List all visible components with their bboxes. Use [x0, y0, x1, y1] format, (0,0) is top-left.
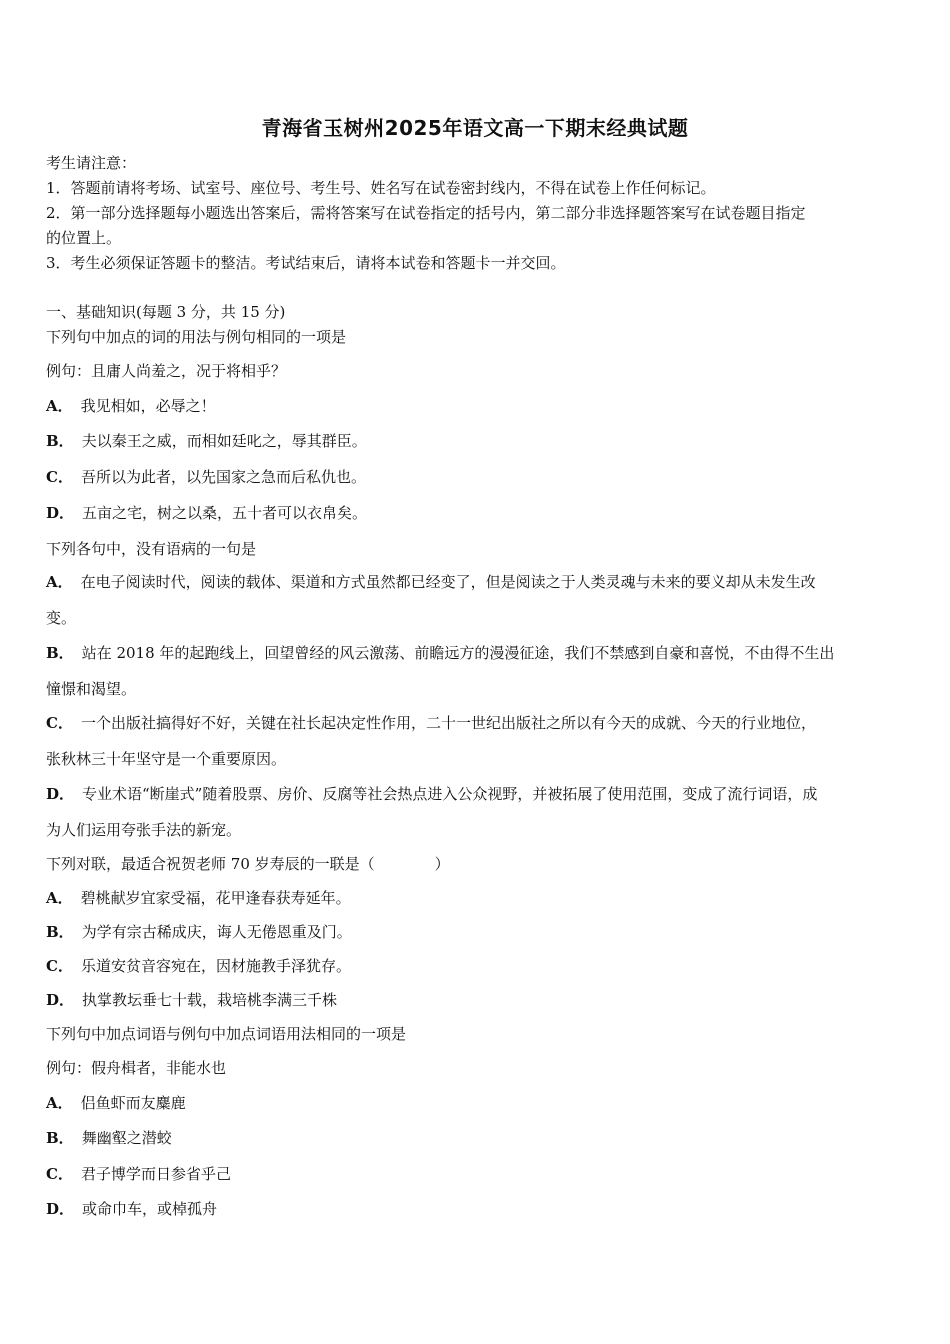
option-letter: C． [46, 957, 73, 975]
option-text: 君子博学而日参省乎己 [80, 1165, 231, 1183]
option-text: 一个出版社搞得好不好，关键在社长起决定性作用，二十一世纪出版社之所以有今天的成就、今天的行业地位， [80, 714, 816, 732]
option-text: 执掌教坛垂七十载，栽培桃李满三千株 [82, 991, 338, 1009]
option-letter: B． [46, 1129, 74, 1147]
answer-paren-close: ） [434, 855, 450, 873]
question-3-option-b [46, 921, 916, 942]
option-letter: B． [46, 432, 74, 450]
option-text: 碧桃献岁宜家受福，花甲逢春获寿延年。 [80, 889, 351, 907]
question-4-stem: 下列句中加点词语与例句中加点词语用法相同的一项是 [46, 1025, 407, 1043]
option-letter: A． [46, 573, 73, 591]
option-text: 夫以秦王之威，而相如廷叱之，辱其群臣。 [81, 432, 367, 450]
question-4-option-b [46, 1127, 916, 1148]
question-1-option-d [46, 502, 916, 523]
question-2-option-d [46, 783, 916, 804]
question-3-stem [46, 853, 916, 874]
question-2-option-c [46, 712, 916, 733]
option-letter: A． [46, 1094, 73, 1112]
option-letter: B． [46, 644, 74, 662]
option-letter: A． [46, 889, 73, 907]
option-text: 乐道安贫音容宛在，因材施教手泽犹存。 [80, 957, 351, 975]
notice-heading: 考生请注意： [46, 154, 137, 172]
question-4-option-c [46, 1163, 916, 1184]
option-continuation: 憧憬和渴望。 [46, 680, 137, 698]
notice-item: 2．第一部分选择题每小题选出答案后，需将答案写在试卷指定的括号内，第二部分非选择题答案写在试卷题目指定 [46, 204, 806, 222]
question-3-option-a [46, 887, 916, 908]
page-title: 青海省玉树州2025年语文高一下期末经典试题 [261, 116, 689, 140]
option-text: 为学有宗古稀成庆，诲人无倦恩重及门。 [81, 923, 352, 941]
option-text: 专业术语“断崖式”随着股票、房价、反腐等社会热点进入公众视野，并被拓展了使用范围，变成了流行词语，成 [82, 785, 818, 803]
option-text: 我见相如，必辱之！ [80, 397, 216, 415]
option-text: 或命巾车，或棹孤舟 [82, 1200, 218, 1218]
question-1-stem: 下列句中加点的词的用法与例句相同的一项是 [46, 328, 347, 346]
option-letter: A． [46, 397, 73, 415]
question-2-option-b [46, 642, 916, 663]
option-letter: D． [46, 785, 75, 803]
option-continuation: 张秋林三十年坚守是一个重要原因。 [46, 750, 287, 768]
question-4-option-d [46, 1198, 916, 1219]
option-text: 侣鱼虾而友麋鹿 [80, 1094, 186, 1112]
option-letter: D． [46, 991, 75, 1009]
option-letter: C． [46, 714, 73, 732]
option-text: 舞幽壑之潜蛟 [81, 1129, 172, 1147]
question-3-stem-text: 下列对联，最适合祝贺老师 70 岁寿辰的一联是（ [46, 855, 375, 873]
option-continuation: 为人们运用夸张手法的新宠。 [46, 821, 242, 839]
option-text: 吾所以为此者，以先国家之急而后私仇也。 [80, 468, 366, 486]
option-text: 五亩之宅，树之以桑，五十者可以衣帛矣。 [82, 504, 368, 522]
option-letter: C． [46, 468, 73, 486]
section-heading: 一、基础知识(每题 3 分，共 15 分) [46, 303, 286, 321]
question-1-option-c [46, 466, 916, 487]
option-letter: D． [46, 1200, 75, 1218]
option-continuation: 变。 [46, 609, 77, 627]
option-letter: B． [46, 923, 74, 941]
question-2-stem: 下列各句中，没有语病的一句是 [46, 540, 257, 558]
question-1-example: 例句：且庸人尚羞之，况于将相乎？ [46, 362, 287, 380]
option-letter: C． [46, 1165, 73, 1183]
question-2-option-a [46, 571, 916, 592]
question-4-example: 例句：假舟楫者，非能水也 [46, 1059, 227, 1077]
question-3-option-c [46, 955, 916, 976]
option-letter: D． [46, 504, 75, 522]
question-1-option-a [46, 395, 916, 416]
notice-item: 3．考生必须保证答题卡的整洁。考试结束后，请将本试卷和答题卡一并交回。 [46, 254, 566, 272]
notice-item: 的位置上。 [46, 229, 122, 247]
option-text: 站在 2018 年的起跑线上，回望曾经的风云激荡、前瞻远方的漫漫征途，我们不禁感到自豪和喜悦，不由得不生出 [81, 644, 835, 662]
question-1-option-b [46, 430, 916, 451]
question-4-option-a [46, 1092, 916, 1113]
question-3-option-d [46, 989, 916, 1010]
notice-item: 1．答题前请将考场、试室号、座位号、考生号、姓名写在试卷密封线内，不得在试卷上作任何标记。 [46, 179, 716, 197]
option-text: 在电子阅读时代，阅读的载体、渠道和方式虽然都已经变了，但是阅读之于人类灵魂与未来的要义却从未发生改 [80, 573, 816, 591]
